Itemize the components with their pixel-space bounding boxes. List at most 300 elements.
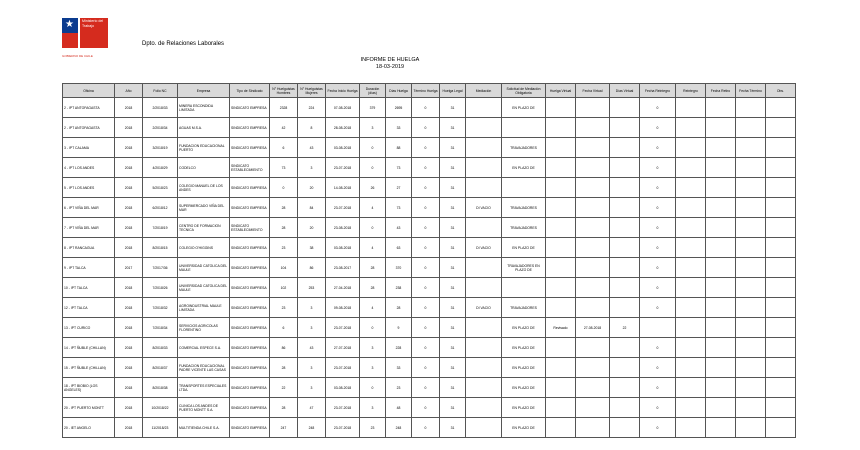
table-cell: 0	[412, 278, 440, 298]
table-cell: 28-08-2018	[326, 118, 360, 138]
table-row	[63, 218, 796, 238]
table-cell: 8/2018/37	[143, 358, 178, 378]
table-cell	[640, 318, 676, 338]
table-cell: 2695	[386, 98, 412, 118]
table-cell	[546, 358, 576, 378]
table-cell	[676, 158, 706, 178]
table-row	[63, 158, 796, 178]
report-heading	[330, 57, 450, 71]
table-cell	[766, 338, 796, 358]
table-cell	[466, 418, 502, 438]
table-cell: 43	[386, 218, 412, 238]
table-cell: 3	[360, 338, 386, 358]
table-cell: 23-07-2018	[326, 358, 360, 378]
table-cell: 253	[298, 278, 326, 298]
table-cell: 0	[640, 358, 676, 378]
table-cell	[706, 178, 736, 198]
table-cell: 28	[270, 198, 298, 218]
table-cell	[502, 278, 546, 298]
table-cell: 247	[270, 418, 298, 438]
column-header: Folio NC	[143, 84, 178, 98]
table-cell	[576, 198, 610, 218]
table-cell	[610, 398, 640, 418]
table-cell	[610, 298, 640, 318]
table-cell: 03-08-2018	[326, 378, 360, 398]
table-cell: 248	[386, 418, 412, 438]
table-cell	[706, 418, 736, 438]
table-cell	[736, 138, 766, 158]
table-cell: 31	[440, 358, 466, 378]
table-cell: 3	[298, 298, 326, 318]
table-cell: 9 - IPT TALCA	[63, 258, 115, 278]
table-cell: 2018	[115, 398, 143, 418]
table-cell: 27	[386, 178, 412, 198]
table-cell: 31	[440, 98, 466, 118]
table-cell: 12 - IPT TALCA	[63, 298, 115, 318]
table-cell: 8/2018/15	[143, 238, 178, 258]
table-cell: SINDICATO EMPRESA	[230, 278, 270, 298]
table-cell: 31	[440, 318, 466, 338]
table-cell: 0	[640, 158, 676, 178]
table-cell: 0	[412, 418, 440, 438]
table-cell: 2 - IPT ANTOFAGASTA	[63, 98, 115, 118]
table-cell	[502, 178, 546, 198]
table-cell: EN PLAZO DE	[502, 238, 546, 258]
table-cell: TRAVAJADORES	[502, 138, 546, 158]
table-cell: 27-08-2018	[576, 318, 610, 338]
table-cell: 86	[298, 258, 326, 278]
column-header: Días Huelga	[386, 84, 412, 98]
table-cell: 10 - IPT TALCA	[63, 278, 115, 298]
table-cell: 31	[440, 218, 466, 238]
table-cell: 42	[270, 118, 298, 138]
table-cell	[576, 418, 610, 438]
table-row	[63, 358, 796, 378]
table-cell	[546, 118, 576, 138]
table-cell	[610, 178, 640, 198]
table-cell: SINDICATO EMPRESA	[230, 198, 270, 218]
table-cell	[676, 318, 706, 338]
table-cell	[576, 278, 610, 298]
table-cell: 8/2018/33	[143, 338, 178, 358]
table-row	[63, 338, 796, 358]
table-cell: 31	[440, 178, 466, 198]
table-cell	[766, 398, 796, 418]
table-cell: TRAVAJADORES EN PLAZO DE	[502, 258, 546, 278]
table-cell: 0	[640, 298, 676, 318]
table-cell: 5 - IPT LOS ANDES	[63, 178, 115, 198]
table-cell	[576, 398, 610, 418]
table-cell: 2328	[270, 98, 298, 118]
table-cell: 248	[298, 418, 326, 438]
table-cell: 18 - IPT BIOBIO (LOS ANGELES)	[63, 378, 115, 398]
table-cell: CLINICA LOS ANDES DE PUERTO MONTT S.A.	[178, 398, 230, 418]
column-header: Fecha Inicio Huelga	[326, 84, 360, 98]
table-cell: 3	[298, 318, 326, 338]
table-cell	[676, 118, 706, 138]
table-cell: SINDICATO EMPRESA	[230, 178, 270, 198]
table-cell	[736, 158, 766, 178]
table-cell: 0	[412, 178, 440, 198]
table-cell: EN PLAZO DE	[502, 358, 546, 378]
table-cell: EN PLAZO DE	[502, 378, 546, 398]
table-cell	[466, 158, 502, 178]
table-cell	[706, 378, 736, 398]
table-cell: 28	[270, 218, 298, 238]
column-header: N° Huelguistas Mujeres	[298, 84, 326, 98]
table-cell	[676, 298, 706, 318]
column-header: Tipo de Sindicato	[230, 84, 270, 98]
table-cell	[610, 138, 640, 158]
table-cell: 104	[270, 258, 298, 278]
table-cell: 73	[386, 198, 412, 218]
table-cell: 31	[440, 278, 466, 298]
column-header: Duración (días)	[360, 84, 386, 98]
table-cell: SINDICATO ESTABLECIMIENTO	[230, 158, 270, 178]
table-cell	[706, 358, 736, 378]
table-cell: 86	[270, 338, 298, 358]
table-cell: 2017	[115, 258, 143, 278]
table-cell	[736, 318, 766, 338]
table-cell	[546, 378, 576, 398]
table-cell	[546, 218, 576, 238]
table-cell: 3	[298, 158, 326, 178]
strike-report-table	[62, 83, 796, 438]
table-cell: 0	[412, 378, 440, 398]
table-cell	[676, 198, 706, 218]
table-cell	[610, 158, 640, 178]
table-cell: 370	[386, 258, 412, 278]
table-cell: 43	[298, 138, 326, 158]
column-header: Fecha Término	[736, 84, 766, 98]
column-header: Huelga Legal	[440, 84, 466, 98]
table-cell	[766, 118, 796, 138]
table-cell: 09-08-2018	[326, 298, 360, 318]
table-cell: 73	[386, 158, 412, 178]
table-cell	[610, 238, 640, 258]
table-cell	[676, 258, 706, 278]
table-cell: 23-08-2018	[326, 218, 360, 238]
table-cell	[576, 218, 610, 238]
table-cell	[466, 278, 502, 298]
table-cell	[676, 278, 706, 298]
table-cell: 6 - IPT VIÑA DEL MAR	[63, 198, 115, 218]
table-cell: 2018	[115, 358, 143, 378]
table-cell	[706, 198, 736, 218]
table-cell: 0	[412, 138, 440, 158]
table-cell: 0	[640, 178, 676, 198]
table-row	[63, 398, 796, 418]
table-cell: 6	[270, 318, 298, 338]
table-cell	[766, 278, 796, 298]
table-cell: 22	[610, 318, 640, 338]
table-cell	[466, 138, 502, 158]
table-cell: 3	[360, 358, 386, 378]
table-cell: DI VACIO	[466, 198, 502, 218]
table-cell	[676, 238, 706, 258]
table-cell	[736, 358, 766, 378]
table-cell: 0	[412, 338, 440, 358]
table-cell: 6/2018/12	[143, 198, 178, 218]
table-cell: 0	[640, 138, 676, 158]
table-cell: 20	[298, 178, 326, 198]
table-cell: 0	[640, 278, 676, 298]
table-cell	[546, 238, 576, 258]
table-cell: 22	[270, 378, 298, 398]
report-date: 18-03-2019	[375, 64, 405, 70]
table-cell: 28	[270, 358, 298, 378]
table-cell: 2018	[115, 238, 143, 258]
table-cell: 3	[298, 358, 326, 378]
table-cell	[466, 398, 502, 418]
table-cell: 0	[412, 238, 440, 258]
table-cell: 26	[360, 178, 386, 198]
table-row	[63, 138, 796, 158]
table-cell	[676, 138, 706, 158]
table-cell: 0	[640, 98, 676, 118]
table-cell	[766, 298, 796, 318]
table-cell	[706, 158, 736, 178]
table-cell: 7/2018/19	[143, 218, 178, 238]
table-cell: 0	[640, 378, 676, 398]
table-cell: 31	[440, 118, 466, 138]
table-cell	[736, 278, 766, 298]
table-cell	[576, 258, 610, 278]
table-cell: 2 - IPT ANTOFAGASTA	[63, 118, 115, 138]
table-cell: 6	[270, 138, 298, 158]
table-cell: TRAVAJADORES	[502, 218, 546, 238]
table-cell: 13 - IPT CURICO	[63, 318, 115, 338]
table-cell: 2/2018/33	[143, 98, 178, 118]
table-cell: 31	[440, 298, 466, 318]
table-cell	[736, 378, 766, 398]
table-cell: 0	[640, 398, 676, 418]
table-cell: 33	[386, 118, 412, 138]
table-cell	[676, 98, 706, 118]
column-header: N° Huelguistas Hombres	[270, 84, 298, 98]
table-cell: 28	[386, 298, 412, 318]
report-title: INFORME DE HUELGA	[360, 57, 420, 63]
table-cell: 31	[440, 198, 466, 218]
table-cell	[610, 418, 640, 438]
column-header: Solicitud de Mediación Obligatoria	[502, 84, 546, 98]
table-cell: DI VACIO	[466, 298, 502, 318]
table-cell: 31	[440, 238, 466, 258]
table-cell: 0	[270, 178, 298, 198]
table-cell: 20	[298, 218, 326, 238]
table-cell: 48	[386, 398, 412, 418]
table-cell: 03-08-2018	[326, 238, 360, 258]
table-cell: DI VACIO	[466, 238, 502, 258]
table-cell	[766, 258, 796, 278]
table-cell: 38	[298, 238, 326, 258]
table-cell	[466, 378, 502, 398]
table-cell: 3	[298, 378, 326, 398]
department-name: Dpto. de Relaciones Laborales	[142, 41, 225, 47]
table-cell: 47	[298, 398, 326, 418]
table-cell: 379	[360, 98, 386, 118]
table-cell: 23-08-2017	[326, 258, 360, 278]
table-cell: 3	[360, 118, 386, 138]
table-cell: 102	[270, 278, 298, 298]
table-cell: 2018	[115, 278, 143, 298]
table-cell: Revisado	[546, 318, 576, 338]
table-cell	[576, 98, 610, 118]
table-cell: 4	[360, 238, 386, 258]
table-cell: 31	[440, 398, 466, 418]
table-cell: SINDICATO EMPRESA	[230, 358, 270, 378]
table-cell: 0	[412, 158, 440, 178]
table-row	[63, 238, 796, 258]
table-cell	[466, 338, 502, 358]
table-cell: 14-08-2018	[326, 178, 360, 198]
table-cell: 31	[440, 258, 466, 278]
table-cell: AGUAS M.S.A.	[178, 118, 230, 138]
table-cell	[706, 398, 736, 418]
table-cell	[546, 338, 576, 358]
table-cell	[736, 218, 766, 238]
table-cell: 31	[440, 338, 466, 358]
table-row	[63, 278, 796, 298]
table-cell	[676, 398, 706, 418]
table-cell	[546, 138, 576, 158]
column-header: Año	[115, 84, 143, 98]
table-cell: AGROINDUSTRIAL MAULE LIMITADA	[178, 298, 230, 318]
table-cell: SINDICATO EMPRESA	[230, 238, 270, 258]
table-cell: 0	[412, 118, 440, 138]
table-cell: 224	[298, 98, 326, 118]
table-cell: 7 - IPT VIÑA DEL MAR	[63, 218, 115, 238]
table-cell: 31	[440, 418, 466, 438]
table-cell: 4	[360, 198, 386, 218]
table-cell: 238	[386, 278, 412, 298]
table-cell: SINDICATO EMPRESA	[230, 98, 270, 118]
table-cell: 0	[640, 258, 676, 278]
table-cell	[766, 158, 796, 178]
table-cell: 2018	[115, 118, 143, 138]
table-row	[63, 378, 796, 398]
table-cell	[766, 318, 796, 338]
table-cell	[766, 178, 796, 198]
logo-ministry-name: Ministerio del Trabajo	[80, 18, 108, 48]
table-row	[63, 258, 796, 278]
table-row	[63, 118, 796, 138]
table-cell: MULTITIENDA CHILE S.A.	[178, 418, 230, 438]
table-cell	[546, 158, 576, 178]
table-cell: 0	[412, 258, 440, 278]
table-cell: 8	[298, 118, 326, 138]
table-row	[63, 98, 796, 118]
table-cell	[736, 418, 766, 438]
table-cell: 2018	[115, 418, 143, 438]
table-cell	[546, 398, 576, 418]
table-cell	[766, 378, 796, 398]
table-cell: 27-04-2018	[326, 278, 360, 298]
table-cell: 8/2018/38	[143, 378, 178, 398]
table-cell	[736, 118, 766, 138]
table-row	[63, 298, 796, 318]
table-cell	[466, 118, 502, 138]
table-cell: 4	[360, 298, 386, 318]
table-cell	[576, 378, 610, 398]
table-cell: 0	[412, 98, 440, 118]
table-cell	[676, 358, 706, 378]
table-cell: CENTRO DE FORMACION TECNICA	[178, 218, 230, 238]
table-cell	[576, 298, 610, 318]
table-cell: 33	[386, 358, 412, 378]
table-cell: 2018	[115, 338, 143, 358]
table-cell: SINDICATO EMPRESA	[230, 418, 270, 438]
table-cell: SERVICIOS AGRICOLAS FLORENTINO	[178, 318, 230, 338]
table-cell: SINDICATO EMPRESA	[230, 338, 270, 358]
table-cell	[736, 238, 766, 258]
table-cell: TRANSPORTES ESPECIALES LTDA.	[178, 378, 230, 398]
table-cell: 0	[360, 318, 386, 338]
column-header: Término Huelga	[412, 84, 440, 98]
table-cell: 0	[640, 218, 676, 238]
table-cell: 0	[360, 218, 386, 238]
table-cell: 0	[640, 198, 676, 218]
table-cell: SINDICATO ESTABLECIMIENTO	[230, 218, 270, 238]
table-cell: 0	[640, 418, 676, 438]
column-header: Huelga Virtual	[546, 84, 576, 98]
table-cell: 0	[640, 238, 676, 258]
table-cell	[610, 218, 640, 238]
table-cell: 0	[412, 358, 440, 378]
table-cell	[706, 118, 736, 138]
table-cell: 23	[270, 238, 298, 258]
table-cell: EN PLAZO DE	[502, 338, 546, 358]
table-cell: 2018	[115, 198, 143, 218]
table-cell	[576, 358, 610, 378]
table-cell	[546, 278, 576, 298]
table-row	[63, 318, 796, 338]
table-cell	[736, 198, 766, 218]
table-cell	[736, 258, 766, 278]
table-cell	[546, 98, 576, 118]
table-cell	[736, 178, 766, 198]
table-cell	[466, 178, 502, 198]
table-cell: MINERA ESCONDIDA LIMITADA	[178, 98, 230, 118]
table-cell: 0	[412, 218, 440, 238]
column-header: Mediación	[466, 84, 502, 98]
table-cell	[706, 238, 736, 258]
table-cell: 23	[360, 418, 386, 438]
table-cell	[766, 418, 796, 438]
table-cell: 43	[298, 338, 326, 358]
table-cell: 3/2018/19	[143, 138, 178, 158]
table-cell: FUNDACION EDUCACIONAL PUERTO	[178, 138, 230, 158]
table-cell: FUNDACION EDUCACIONAL PADRE VICENTE LAS CASAS	[178, 358, 230, 378]
table-cell: SINDICATO EMPRESA	[230, 298, 270, 318]
column-header: Fecha Reintegro	[640, 84, 676, 98]
table-cell	[706, 138, 736, 158]
table-cell: 2018	[115, 378, 143, 398]
table-body	[63, 98, 796, 438]
table-cell: 31	[440, 378, 466, 398]
column-header: Oficina	[63, 84, 115, 98]
table-cell	[706, 258, 736, 278]
table-cell: 2018	[115, 138, 143, 158]
table-cell: 2018	[115, 218, 143, 238]
table-cell: 88	[386, 138, 412, 158]
table-cell: 2018	[115, 318, 143, 338]
table-cell: 3 - IPT CALAMA	[63, 138, 115, 158]
table-cell: 23-07-2018	[326, 418, 360, 438]
table-cell: 20 - IET ANGELO	[63, 418, 115, 438]
table-cell: 7/2018/34	[143, 318, 178, 338]
table-cell: 8 - IPT RANCAGUA	[63, 238, 115, 258]
